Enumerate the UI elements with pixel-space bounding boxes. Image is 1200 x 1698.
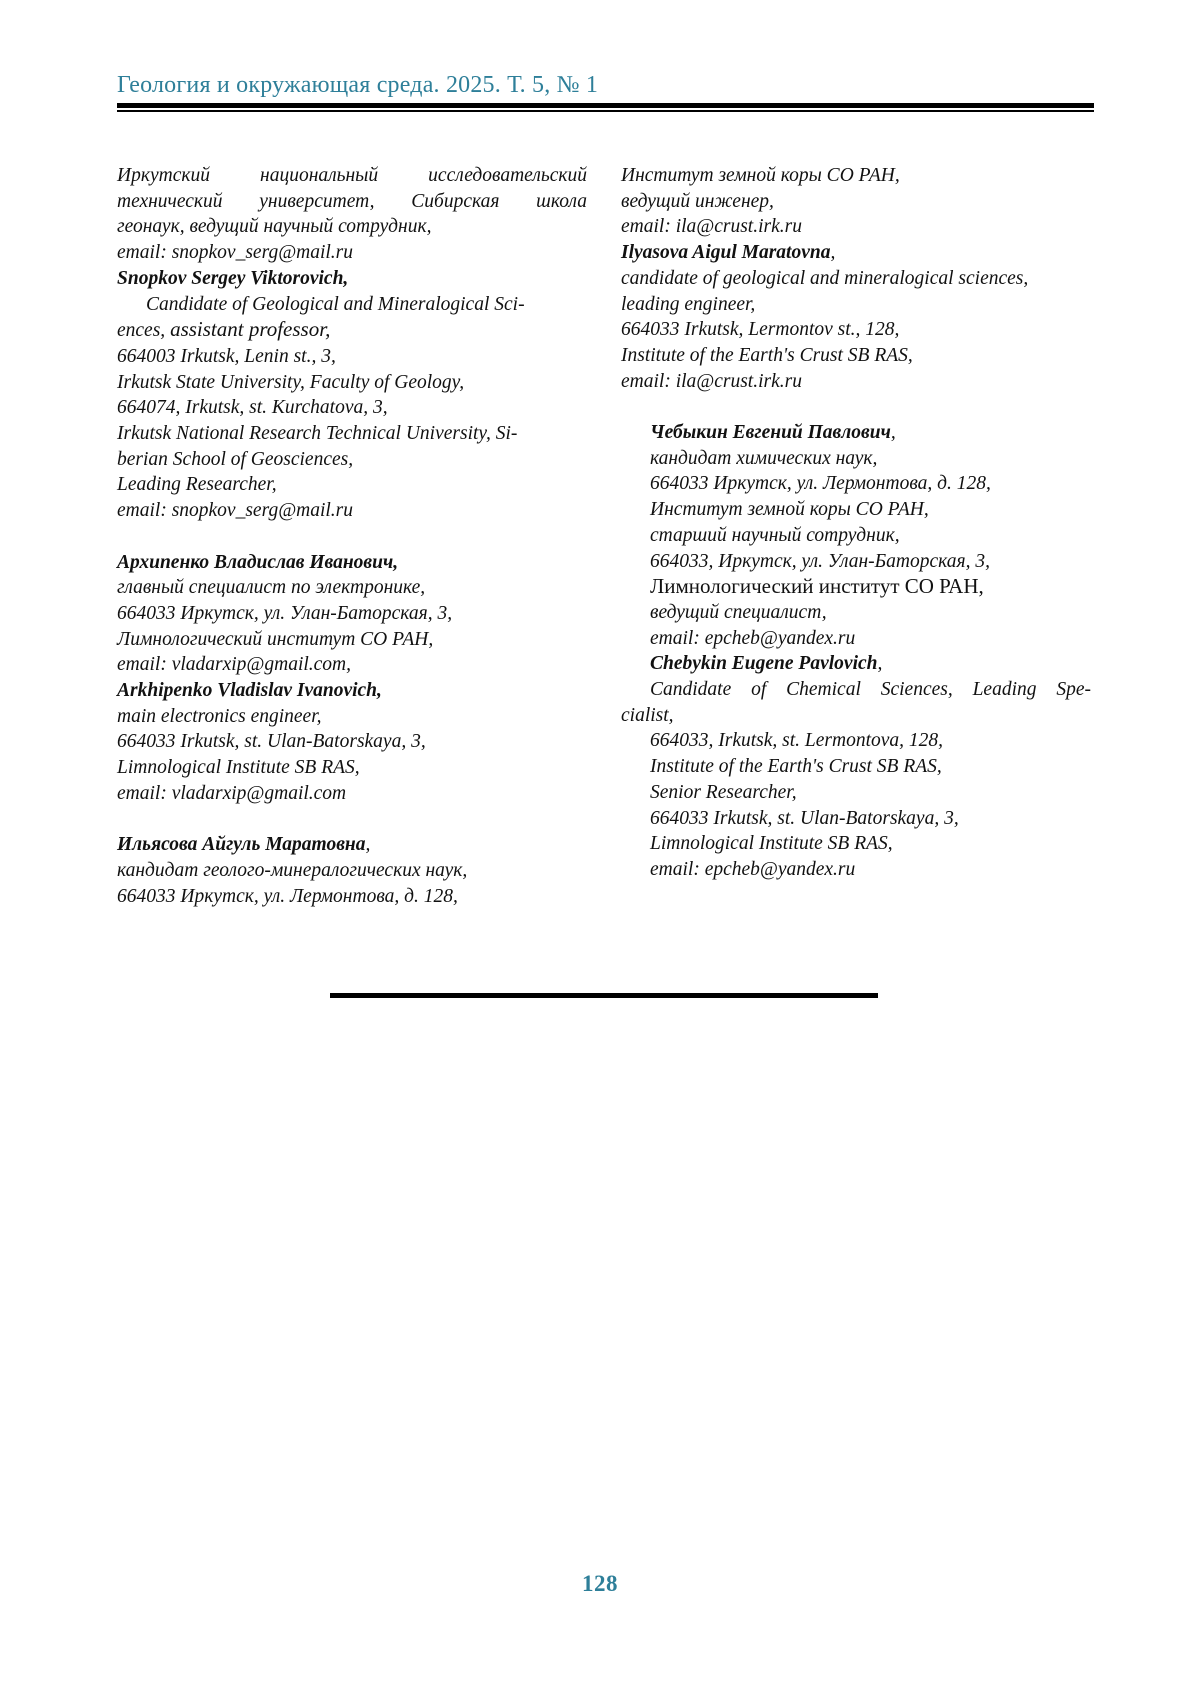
page-number: 128 [582, 1571, 618, 1596]
text-line: 664033, Иркутск, ул. Улан-Баторская, 3, [650, 550, 990, 572]
email-line: email: ila@crust.irk.ru [621, 370, 802, 392]
text-line: Irkutsk National Research Technical University, Si- [117, 423, 518, 445]
text-line: Иркутский национальный исследовательский [117, 165, 587, 186]
text-line: Irkutsk State University, Faculty of Geology, [117, 371, 465, 393]
text-line: berian School of Geosciences, [117, 448, 354, 470]
text-line: Institute of the Earth's Crust SB RAS, [650, 756, 942, 778]
text-line: геонаук, ведущий научный сотрудник, [117, 216, 432, 238]
journal-header-title: Геология и окружающая среда. 2025. Т. 5, № 1 [117, 72, 599, 98]
email-line: email: ila@crust.irk.ru [621, 216, 802, 238]
punctuation: , [830, 242, 836, 264]
author-name: Ilyasova Aigul Maratovna [621, 242, 831, 264]
text-line: 664033 Иркутск, ул. Лермонтова, д. 128, [117, 885, 458, 907]
text-line: Leading Researcher, [117, 474, 277, 496]
author-name: Arkhipenko Vladislav Ivanovich, [117, 680, 382, 702]
text-line: ведущий специалист, [650, 601, 827, 623]
text-line: Институт земной коры СО РАН, [621, 165, 900, 186]
email-line: email: vladarxip@gmail.com, [117, 654, 352, 676]
punctuation: , [365, 834, 371, 856]
text-line: Candidate of Chemical Sciences, Leading Spe- [650, 679, 1091, 701]
email-line: email: snopkov_serg@mail.ru [117, 500, 354, 522]
paragraph-gap [621, 394, 1091, 420]
text-line: 664074, Irkutsk, st. Kurchatova, 3, [117, 397, 388, 419]
author-name-line [621, 240, 1091, 266]
author-name-line [117, 832, 587, 858]
paragraph-gap [117, 524, 587, 550]
text-line: кандидат химических наук, [650, 447, 878, 469]
header-rule-thin [117, 110, 1094, 112]
header-rule-thick [117, 103, 1094, 108]
author-name: Чебыкин Евгений Павлович [650, 422, 891, 444]
left-column [117, 163, 587, 909]
text-line: кандидат геолого-минералогических наук, [117, 859, 468, 881]
author-name: Архипенко Владислав Иванович, [117, 551, 399, 573]
text-line: Senior Researcher, [650, 781, 797, 803]
text-line: 664033, Irkutsk, st. Lermontova, 128, [650, 730, 944, 752]
text-fragment: assistant professor, [170, 317, 331, 342]
punctuation: , [877, 653, 883, 675]
text-line: Limnological Institute SB RAS, [650, 833, 893, 855]
text-line: candidate of geological and mineralogical sciences, [621, 267, 1029, 289]
paragraph-gap [117, 807, 587, 833]
punctuation: , [890, 422, 896, 444]
email-line: email: vladarxip@gmail.com [117, 782, 347, 804]
text-line: 664033 Иркутск, ул. Улан-Баторская, 3, [117, 602, 453, 624]
text-line: Институт земной коры СО РАН, [650, 499, 929, 521]
text-fragment: ences, [117, 320, 171, 342]
text-line: 664033 Иркутск, ул. Лермонтова, д. 128, [650, 473, 991, 495]
text-line: 664003 Irkutsk, Lenin st., 3, [117, 345, 336, 367]
text-line [117, 317, 587, 344]
text-line: Institute of the Earth's Crust SB RAS, [621, 344, 913, 366]
email-line: email: epcheb@yandex.ru [650, 627, 856, 649]
text-line: leading engineer, [621, 293, 756, 315]
text-line: cialist, [621, 704, 674, 726]
text-line: Лимнологический институт СО РАН, [650, 574, 984, 599]
email-line: email: epcheb@yandex.ru [650, 858, 856, 880]
text-line: 664033 Irkutsk, Lermontov st., 128, [621, 319, 900, 341]
text-line: main electronics engineer, [117, 705, 322, 727]
author-name: Ильясова Айгуль Маратовна [117, 834, 366, 856]
text-line: 664033 Irkutsk, st. Ulan-Batorskaya, 3, [650, 807, 959, 829]
right-column [621, 163, 1091, 883]
text-line: Лимнологический институт СО РАН, [117, 628, 434, 650]
text-line: технический университет, Сибирская школа [117, 190, 587, 212]
text-line: главный специалист по электронике, [117, 577, 426, 599]
author-name: Chebykin Eugene Pavlovich [650, 653, 878, 675]
text-line: Limnological Institute SB RAS, [117, 757, 360, 779]
text-line: Candidate of Geological and Mineralogical Sci- [146, 293, 525, 315]
text-line: старший научный сотрудник, [650, 524, 900, 546]
author-name: Snopkov Sergey Viktorovich, [117, 267, 349, 289]
text-line: ведущий инженер, [621, 190, 774, 212]
section-end-rule [330, 993, 878, 998]
email-line: email: snopkov_serg@mail.ru [117, 242, 354, 264]
text-line: 664033 Irkutsk, st. Ulan-Batorskaya, 3, [117, 731, 426, 753]
author-name-line [621, 420, 1091, 446]
author-name-line [621, 651, 1091, 677]
